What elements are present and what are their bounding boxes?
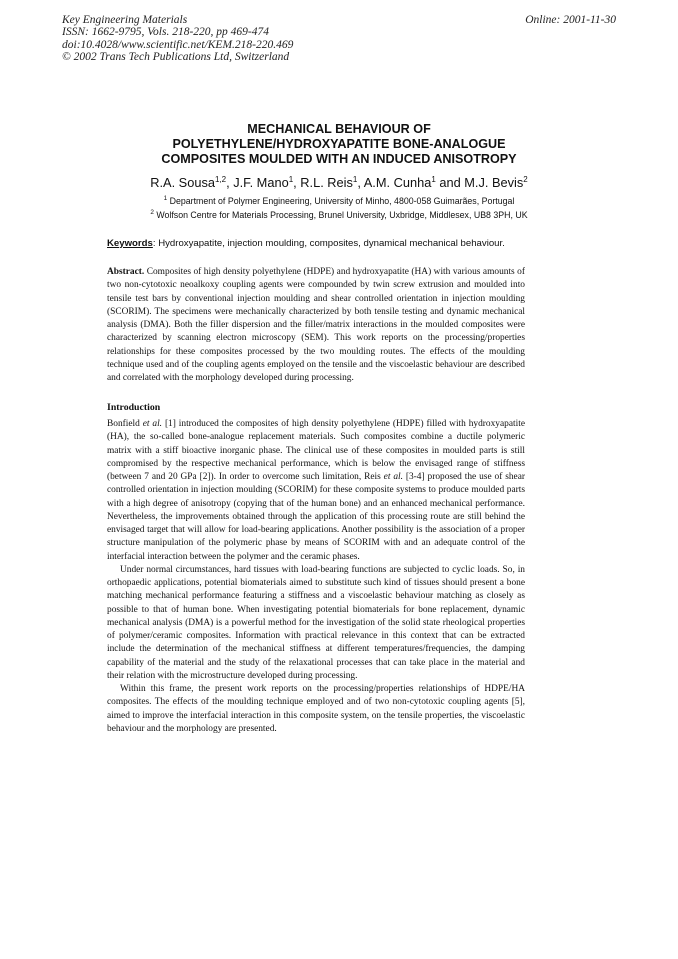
introduction-body	[107, 418, 525, 736]
introduction-heading: Introduction	[107, 402, 161, 413]
intro-paragraph-3: Within this frame, the present work reports on the processing/properties relationships of HDPE/HA composites. The effects of the moulding technique employed and of two non-cytotoxic coupling agents [5], aimed to improve the interfacial interaction in this composite system, on the tensile properties, the viscoelastic behaviour and the morphology are presented.	[107, 684, 525, 734]
copyright-line: © 2002 Trans Tech Publications Ltd, Switzerland	[62, 51, 290, 64]
author: R.L. Reis$^1$,	[300, 175, 364, 190]
title-line-3: COMPOSITES MOULDED WITH AN INDUCED ANISOTROPY	[161, 152, 517, 166]
intro-paragraph-2: Under normal circumstances, hard tissues with load-bearing functions are subjected to cyclic loads. So, in orthopaedic applications, potential biomaterials aimed to substitute such kind of tissues should present a bone matching mechanical performance featuring a stiffness and a viscoelastic behaviour matching as closely as possible to that of human bone. When investigating potential biomaterials for bone replacement, dynamic mechanical analysis (DMA) is a powerful method for the investigation of the solid state rheological properties of polymer/ceramic composites. Information with practical relevance in this context that can be extracted include the determination of the mechanical stiffness at different temperatures/frequencies, the damping capability of the material and the study of the relaxational processes that can take place in the material and their relation with the microstructure developed during processing.	[107, 564, 525, 681]
abstract	[107, 266, 525, 385]
title-line-1: MECHANICAL BEHAVIOUR OF	[247, 122, 431, 136]
abstract-label: Abstract.	[107, 267, 145, 277]
author: A.M. Cunha$^1$ and	[363, 175, 465, 190]
journal-name: Key Engineering Materials	[62, 14, 188, 26]
abstract-text: Composites of high density polyethylene (HDPE) and hydroxyapatite (HA) with various amounts of two non-cytotoxic neoalkoxy coupling agents were compounded by twin screw extrusion and moulded into tensile test bars by conventional injection moulding and shear controlled orientation in injection moulding (SCORIM). The specimens were mechanically characterized by both tensile testing and dynamic mechanical analysis (DMA). Both the filler dispersion and the filler/matrix interactions in the moulded composites were characterized by scanning electron microscopy (SEM). This work reports on the processing/properties relationships for these composites processed by the two moulding routes. The effects of the moulding technique used and of the coupling agents employed on the tensile and the viscoelastic behaviour are described and correlated with the morphology developed during processing.	[107, 267, 525, 383]
author: M.J. Bevis$^2$	[464, 175, 528, 190]
online-date: Online: 2001-11-30	[525, 14, 616, 26]
affiliation-2: $^2$ Wolfson Centre for Materials Processing, Brunel University, Uxbridge, Middlesex, UB8 3PH, UK	[150, 209, 528, 220]
author: R.A. Sousa$^{1,2}$,	[150, 175, 234, 190]
affiliation-1: $^1$ Department of Polymer Engineering, University of Minho, 4800-058 Guimarães, Portugal	[163, 195, 515, 206]
author-list	[0, 175, 678, 190]
keywords: Keywords: Hydroxyapatite, injection moulding, composites, dynamical mechanical behaviour.	[107, 238, 505, 249]
keywords-text: Hydroxyapatite, injection moulding, composites, dynamical mechanical behaviour.	[158, 238, 505, 249]
publication-header	[62, 14, 293, 64]
issn-line: ISSN: 1662-9795, Vols. 218-220, pp 469-474	[62, 26, 269, 39]
keywords-label: Keywords	[107, 238, 153, 249]
doi-line: doi:10.4028/www.scientific.net/KEM.218-220.469	[62, 38, 294, 51]
paper-title	[0, 122, 678, 167]
title-line-2: POLYETHYLENE/HYDROXYAPATITE BONE-ANALOGUE	[172, 137, 506, 151]
author: J.F. Mano$^1$,	[233, 175, 301, 190]
intro-paragraph-1: Bonfield et al. [1] introduced the composites of high density polyethylene (HDPE) filled with hydroxyapatite (HA), the so-called bone-analogue replacement materials. Such composites combine a ductile polymeric matrix with a stiff bioactive inorganic phase. The clinical use of these composites in moulded parts is still compromised by the respective mechanical performance, which is below the envisaged range of stiffness (between 7 and 20 GPa [2]). In order to overcome such limitation, Reis et al. [3-4] proposed the use of shear controlled orientation in injection moulding (SCORIM) for these composite systems to produce moulded parts with a high degree of anisotropy (copying that of the human bone) and an enhanced mechanical performance. Nevertheless, the improvements obtained through the application of this processing route are still behind the envisaged target that will allow for load-bearing applications. Another possibility is the association of a proper structure manipulation of the polymeric phase by means of SCORIM with and an adequate control of the interfacial interaction between the polymer and the ceramic phases.	[107, 419, 525, 562]
